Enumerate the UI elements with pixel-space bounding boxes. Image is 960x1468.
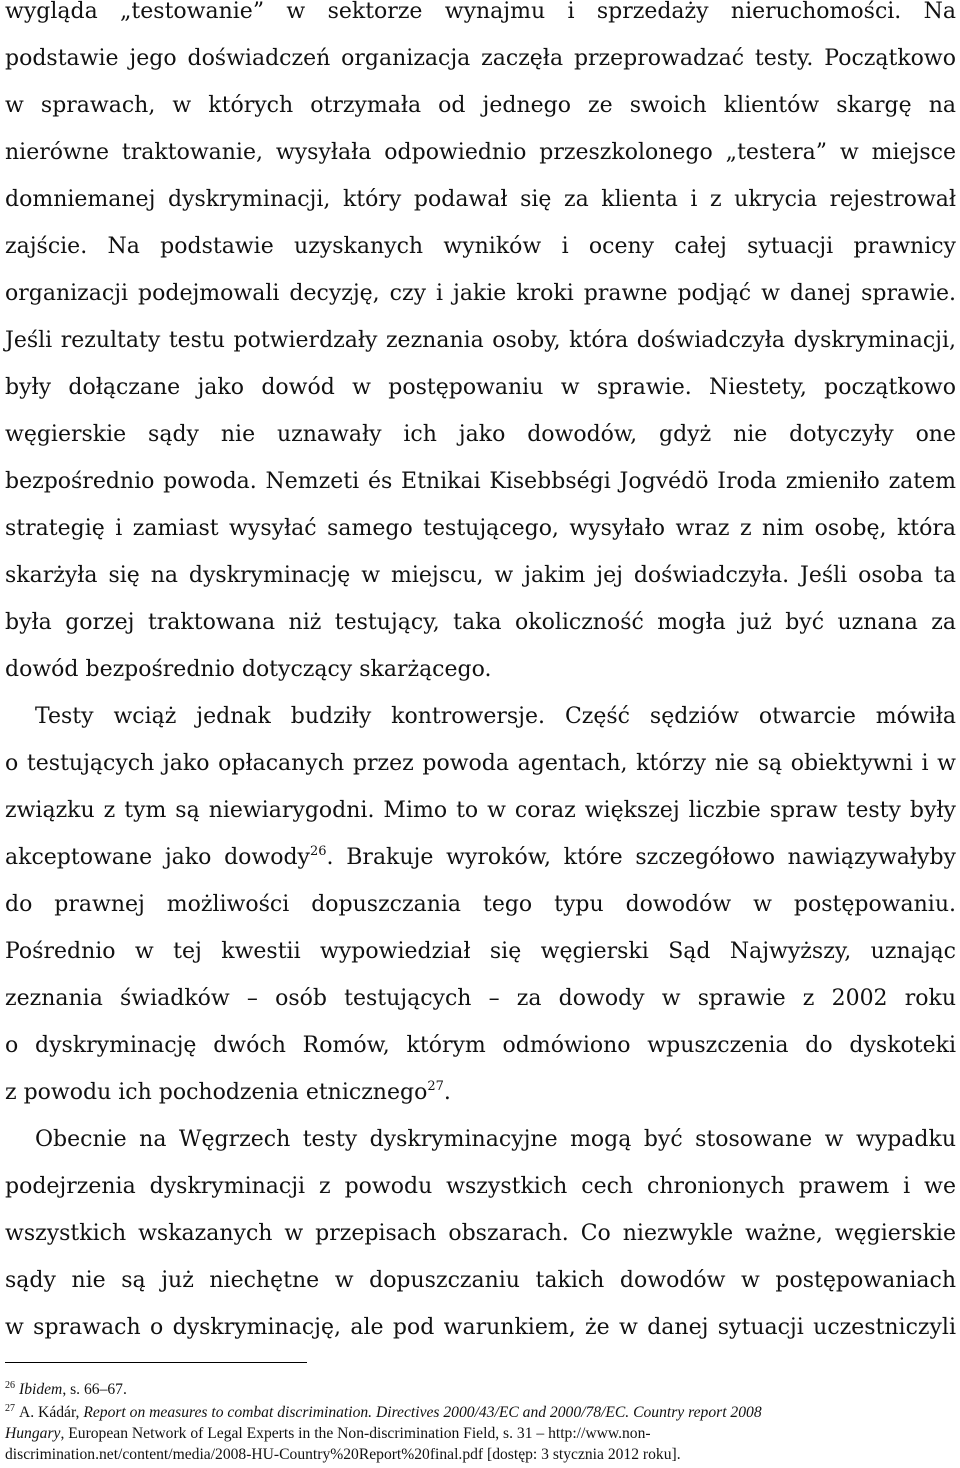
body-line: podstawie jego doświadczeń organizacja zaczęła przeprowadzać testy. Początkowo	[5, 46, 956, 71]
footnote-italic: Ibidem	[19, 1381, 63, 1398]
footnote-ref-27[interactable]: 27	[427, 1079, 444, 1094]
body-line: sądy nie są już niechętne w dopuszczaniu takich dowodów w postępowaniach	[5, 1268, 956, 1293]
footnote-italic: Hungary	[5, 1425, 61, 1442]
footnote-url[interactable]: discrimination.net/content/media/2008-HU-Country%20Report%20final.pdf [dostęp: 3 stycznia 2012 roku].	[5, 1446, 681, 1463]
body-line: domniemanej dyskryminacji, który podawał się za klienta i z ukrycia rejestrował	[5, 187, 956, 212]
body-line: o dyskryminację dwóch Romów, którym odmówiono wpuszczenia do dyskoteki	[5, 1033, 956, 1058]
body-line: skarżyła się na dyskryminację w miejscu, w jakim jej doświadczyła. Jeśli osoba ta	[5, 563, 956, 588]
footnote-text: , European Network of Legal Experts in the Non-discrimination Field, s. 31 – http://www.non-	[60, 1425, 651, 1442]
body-line: organizacji podejmowali decyzję, czy i jakie kroki prawne podjąć w danej sprawie.	[5, 281, 956, 306]
footnote-number: 26	[5, 1380, 15, 1391]
body-line: była gorzej traktowana niż testujący, taka okoliczność mogła już być uznana za	[5, 610, 956, 635]
body-line: Obecnie na Węgrzech testy dyskryminacyjne mogą być stosowane w wypadku	[35, 1127, 956, 1152]
body-line: dowód bezpośrednio dotyczący skarżącego.	[5, 657, 492, 682]
body-text-segment: .	[443, 1080, 451, 1105]
body-line: wygląda „testowanie” w sektorze wynajmu i sprzedaży nieruchomości. Na	[5, 0, 956, 24]
body-line: w sprawach o dyskryminację, ale pod warunkiem, że w danej sytuacji uczestniczyli	[5, 1315, 956, 1340]
footnote-27-cont	[5, 1424, 956, 1444]
footnote-27	[5, 1403, 956, 1423]
footnote-text: A. Kádár,	[19, 1404, 84, 1421]
body-line: zeznania świadków – osób testujących – za dowody w sprawie z 2002 roku	[5, 986, 956, 1011]
body-line: węgierskie sądy nie uznawały ich jako dowodów, gdyż nie dotyczyły one	[5, 422, 956, 447]
footnote-text: , s. 66–67.	[62, 1381, 127, 1398]
body-text-segment: . Brakuje wyroków, które szczegółowo nawiązywałyby	[326, 845, 956, 870]
body-line-with-footnote	[5, 846, 956, 886]
body-line: w sprawach, w których otrzymała od jednego ze swoich klientów skargę na	[5, 93, 956, 118]
body-line: wszystkich wskazanych w przepisach obszarach. Co niezwykle ważne, węgierskie	[5, 1221, 956, 1246]
footnote-italic: Report on measures to combat discrimination. Directives 2000/43/EC and 2000/78/EC. Country report 2008	[83, 1404, 762, 1421]
body-line: strategię i zamiast wysyłać samego testującego, wysyłało wraz z nim osobę, która	[5, 516, 956, 541]
footnote-ref-26[interactable]: 26	[309, 844, 327, 859]
body-line: Jeśli rezultaty testu potwierdzały zeznania osoby, która doświadczyła dyskryminacji,	[5, 328, 956, 353]
body-line: zajście. Na podstawie uzyskanych wyników i oceny całej sytuacji prawnicy	[5, 234, 956, 259]
body-line: związku z tym są niewiarygodni. Mimo to w coraz większej liczbie spraw testy były	[5, 798, 956, 823]
footnote-26	[5, 1380, 956, 1400]
body-line: Pośrednio w tej kwestii wypowiedział się węgierski Sąd Najwyższy, uznając	[5, 939, 956, 964]
body-line-with-footnote	[5, 1081, 956, 1121]
body-line: podejrzenia dyskryminacji z powodu wszystkich cech chronionych prawem i we	[5, 1174, 956, 1199]
body-line: o testujących jako opłacanych przez powoda agentach, którzy nie są obiektywni i w	[5, 751, 956, 776]
footnote-separator	[5, 1362, 307, 1363]
body-line: nierówne traktowanie, wysyłała odpowiednio przeszkolonego „testera” w miejsce	[5, 140, 956, 165]
footnote-number: 27	[5, 1403, 15, 1414]
body-line: bezpośrednio powoda. Nemzeti és Etnikai Kisebbségi Jogvédö Iroda zmieniło zatem	[5, 469, 956, 494]
body-line: były dołączane jako dowód w postępowaniu w sprawie. Niestety, początkowo	[5, 375, 956, 400]
body-text-segment: akceptowane jako dowody	[5, 845, 310, 870]
body-line: Testy wciąż jednak budziły kontrowersje. Część sędziów otwarcie mówiła	[35, 704, 956, 729]
body-line: do prawnej możliwości dopuszczania tego typu dowodów w postępowaniu.	[5, 892, 956, 917]
body-text-segment: z powodu ich pochodzenia etnicznego	[5, 1080, 428, 1105]
